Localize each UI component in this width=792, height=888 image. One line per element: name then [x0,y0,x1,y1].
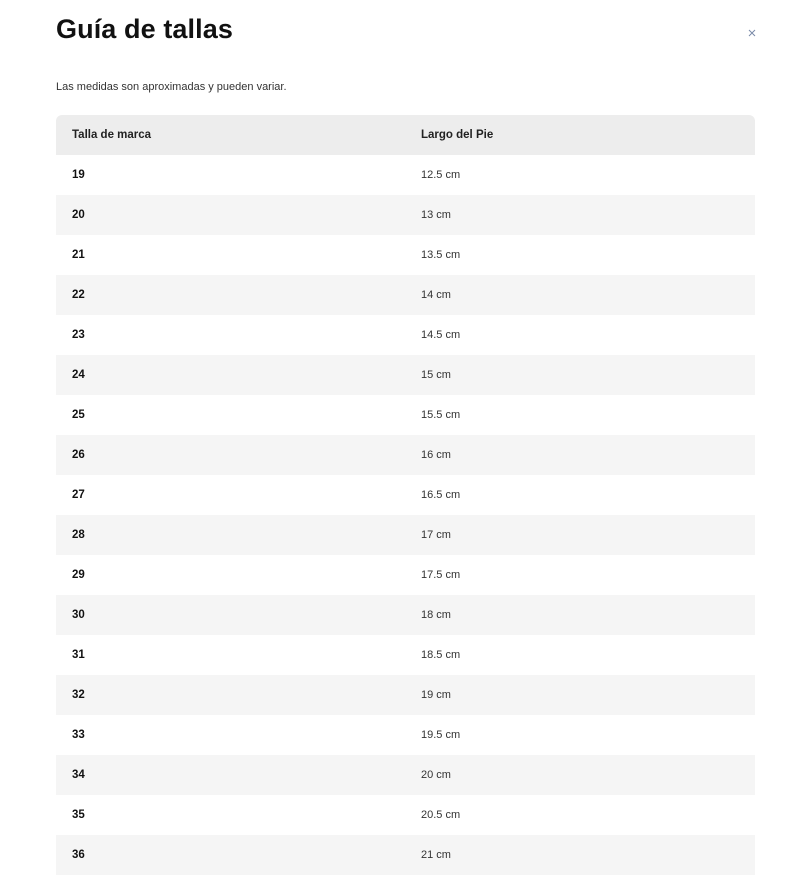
length-cell: 13.5 cm [421,249,461,261]
table-row [56,635,755,675]
size-cell: 36 [72,849,85,861]
table-row [56,675,755,715]
size-cell: 30 [72,609,85,621]
size-cell: 25 [72,409,85,421]
length-cell: 16 cm [421,449,451,461]
length-cell: 13 cm [421,209,451,221]
size-cell: 19 [72,169,85,181]
size-cell: 21 [72,249,85,261]
size-cell: 23 [72,329,85,341]
table-row [56,755,755,795]
length-cell: 17.5 cm [421,569,461,581]
table-row [56,595,755,635]
table-row [56,395,755,435]
size-cell: 29 [72,569,85,581]
size-cell: 33 [72,729,85,741]
size-cell: 34 [72,769,85,781]
table-row [56,475,755,515]
size-cell: 32 [72,689,85,701]
length-cell: 16.5 cm [421,489,461,501]
size-cell: 35 [72,809,85,821]
length-cell: 19 cm [421,689,451,701]
length-cell: 14 cm [421,289,451,301]
size-cell: 27 [72,489,85,501]
size-cell: 28 [72,529,85,541]
size-cell: 26 [72,449,85,461]
length-cell: 14.5 cm [421,329,461,341]
table-row [56,155,755,195]
column-header-size: Talla de marca [72,129,152,141]
table-row [56,555,755,595]
table-row [56,435,755,475]
size-guide-table [56,115,755,875]
table-row [56,195,755,235]
length-cell: 20.5 cm [421,809,461,821]
length-cell: 17 cm [421,529,451,541]
table-row [56,835,755,875]
size-guide-note: Las medidas son aproximadas y pueden variar. [56,81,287,93]
close-icon[interactable] [748,29,756,37]
page-title: Guía de tallas [56,14,233,44]
column-header-length: Largo del Pie [421,129,494,141]
table-body [56,155,755,875]
table-row [56,275,755,315]
length-cell: 20 cm [421,769,451,781]
length-cell: 12.5 cm [421,169,461,181]
table-row [56,515,755,555]
table-row [56,315,755,355]
length-cell: 18.5 cm [421,649,461,661]
close-icon-glyph [748,29,756,37]
table-row [56,355,755,395]
size-cell: 24 [72,369,85,381]
table-row [56,235,755,275]
length-cell: 19.5 cm [421,729,461,741]
table-header [56,115,755,155]
table-header-row [56,115,755,155]
table-row [56,795,755,835]
length-cell: 18 cm [421,609,451,621]
size-cell: 31 [72,649,85,661]
size-cell: 22 [72,289,85,301]
length-cell: 21 cm [421,849,451,861]
table-row [56,715,755,755]
length-cell: 15.5 cm [421,409,461,421]
size-cell: 20 [72,209,85,221]
length-cell: 15 cm [421,369,451,381]
